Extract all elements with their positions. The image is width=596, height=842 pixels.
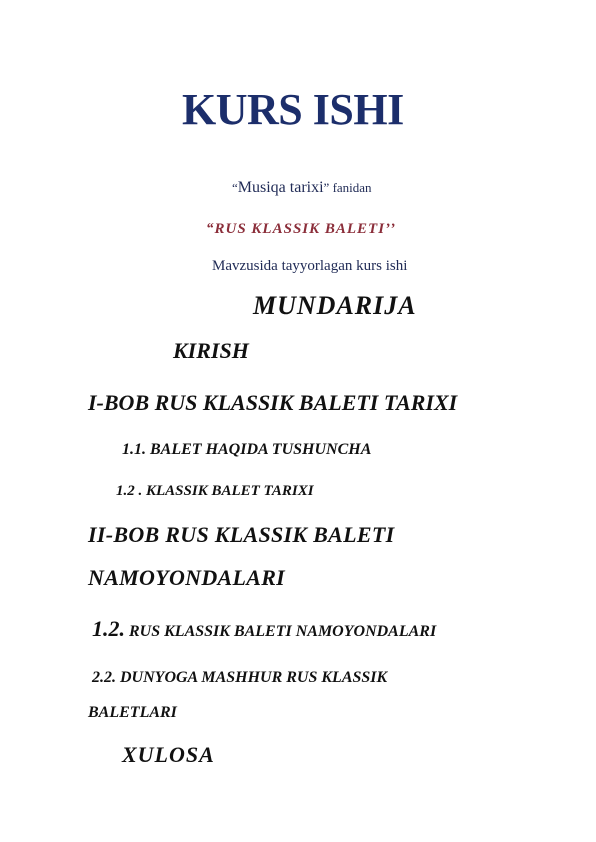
toc-section-2-1-text: RUS KLASSIK BALETI NAMOYONDALARI [125, 623, 437, 640]
toc-section-1-1: 1.1. BALET HAQIDA TUSHUNCHA [122, 441, 372, 458]
toc-chapter-2-line2: NAMOYONDALARI [88, 565, 286, 590]
toc-section-2-2-line1: 2.2. DUNYOGA MASHHUR RUS KLASSIK [92, 669, 388, 686]
toc-chapter-2-line1: II-BOB RUS KLASSIK BALETI [88, 522, 395, 547]
subject-line [232, 178, 372, 197]
toc-section-2-1 [92, 616, 436, 642]
toc-chapter-1: I-BOB RUS KLASSIK BALETI TARIXI [88, 390, 458, 415]
toc-section-2-1-number: 1.2. [92, 616, 125, 641]
toc-item-kirish: KIRISH [173, 338, 249, 363]
subject-name: Musiqa tarixi [237, 179, 324, 196]
topic-title: “RUS KLASSIK BALETI’’ [206, 221, 396, 237]
toc-section-2-2-line2: BALETLARI [88, 704, 177, 721]
toc-item-xulosa: XULOSA [122, 742, 215, 767]
toc-section-1-2: 1.2 . KLASSIK BALET TARIXI [116, 483, 314, 499]
topic-intro: Mavzusida tayyorlagan kurs ishi [212, 258, 408, 274]
toc-heading: MUNDARIJA [253, 291, 417, 320]
subject-open-quote: “ [232, 180, 238, 195]
document-title: KURS ISHI [182, 85, 404, 134]
subject-suffix: ” fanidan [323, 180, 372, 195]
